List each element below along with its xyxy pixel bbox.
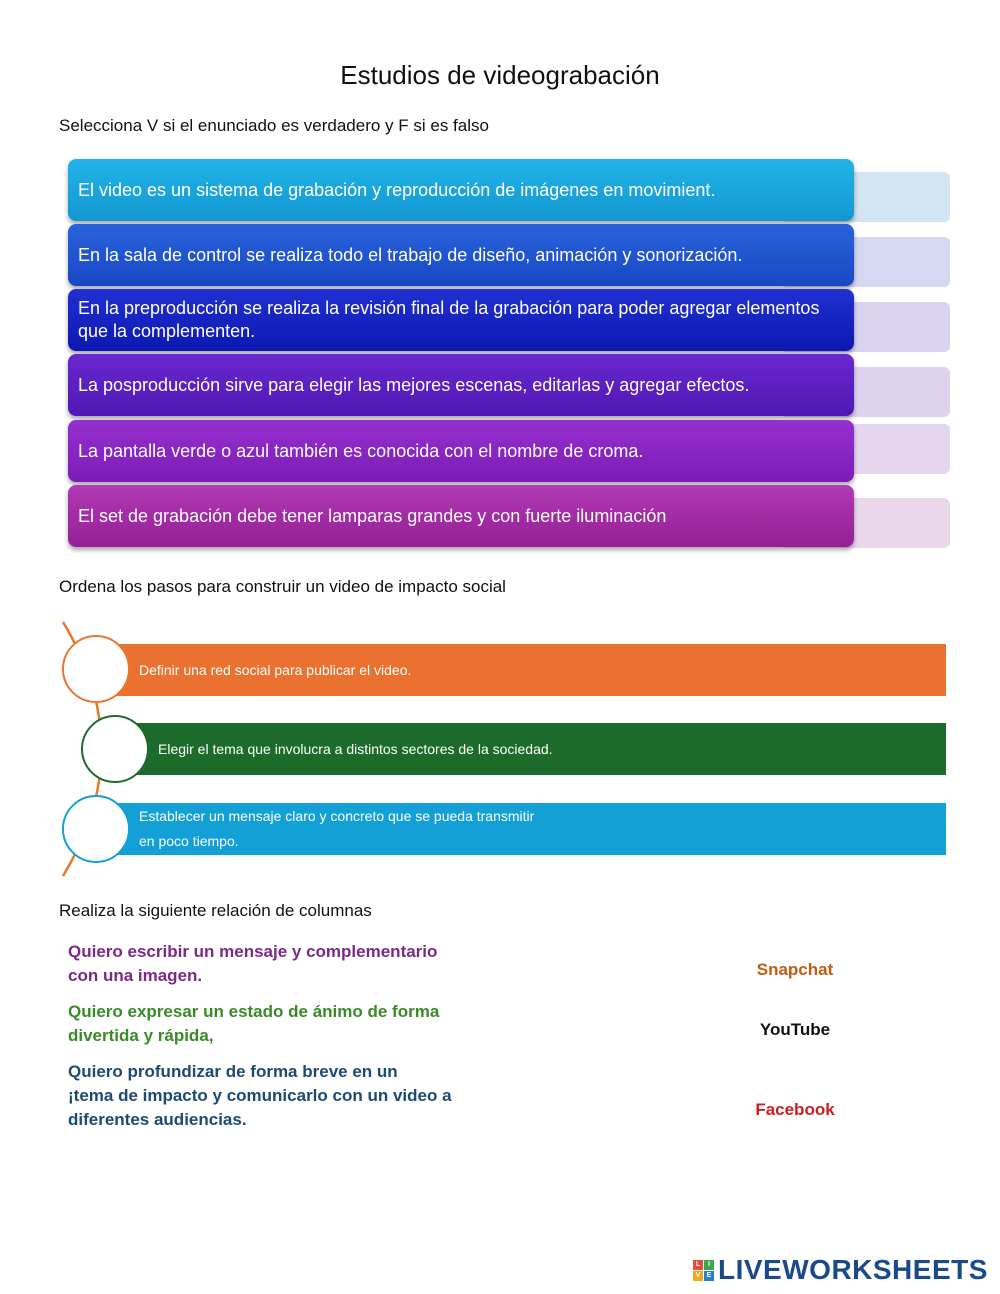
tf-statement-text: La posproducción sirve para elegir las mejores escenas, editarlas y agregar efectos. [78,374,750,395]
liveworksheets-logo [693,1254,988,1286]
tf-statement-4 [68,354,854,416]
steps-instruction: Ordena los pasos para construir un video de impacto social [59,577,506,596]
match-right-facebook[interactable]: Facebook [755,1100,835,1119]
step-text: Definir una red social para publicar el video. [139,661,412,678]
tf-statement-1 [68,159,854,221]
matching-instruction: Realiza la siguiente relación de columnas [59,901,372,920]
tf-statement-text: En la preproducción se realiza la revisión final de la grabación para poder agregar elementos que la complementen. [78,298,820,341]
tf-statement-3 [68,289,854,351]
step-order-circle-1[interactable] [62,635,130,703]
match-left-line: Quiero profundizar de forma breve en un [68,1062,398,1081]
match-left-item-3[interactable] [68,1060,452,1132]
match-left-line: ¡tema de impacto y comunicarlo con un video a [68,1086,452,1105]
match-right-snapchat[interactable]: Snapchat [756,960,834,979]
step-order-circle-3[interactable] [62,795,130,863]
tf-statement-text: En la sala de control se realiza todo el trabajo de diseño, animación y sonorización. [78,244,743,265]
tf-statement-text: El video es un sistema de grabación y reproducción de imágenes en movimient. [78,179,716,200]
match-left-item-1[interactable] [68,940,437,988]
logo-letter: E [704,1271,714,1281]
step-text-line-1: Establecer un mensaje claro y concreto que se pueda transmitir [139,808,535,824]
tf-statement-5 [68,420,854,482]
tf-statement-2 [68,224,854,286]
logo-letter: I [704,1260,714,1270]
tf-statement-6 [68,485,854,547]
logo-mark-icon [693,1260,714,1281]
logo-text: LIVEWORKSHEETS [718,1254,988,1285]
tf-statement-text: El set de grabación debe tener lamparas grandes y con fuerte iluminación [78,505,667,526]
match-left-item-2[interactable] [68,1000,439,1048]
match-right-youtube[interactable]: YouTube [759,1020,831,1039]
match-left-line: con una imagen. [68,966,203,985]
match-left-line: Quiero escribir un mensaje y complementario [68,942,438,961]
step-bar-1 [94,644,946,696]
logo-letter: V [693,1271,703,1281]
tf-statement-text: La pantalla verde o azul también es conocida con el nombre de croma. [78,440,644,461]
page-title: Estudios de videograbación [340,60,660,90]
logo-letter: L [693,1260,703,1270]
step-bar-3 [94,803,946,855]
match-left-line: diferentes audiencias. [68,1110,247,1129]
step-order-circle-2[interactable] [81,715,149,783]
step-text: Elegir el tema que involucra a distintos sectores de la sociedad. [158,740,553,757]
step-bar-2 [114,723,946,775]
step-text-line-2: en poco tiempo. [139,833,239,849]
match-left-line: Quiero expresar un estado de ánimo de forma [68,1002,440,1021]
tf-instruction: Selecciona V si el enunciado es verdadero y F si es falso [59,116,489,135]
match-left-line: divertida y rápida, [68,1026,214,1045]
